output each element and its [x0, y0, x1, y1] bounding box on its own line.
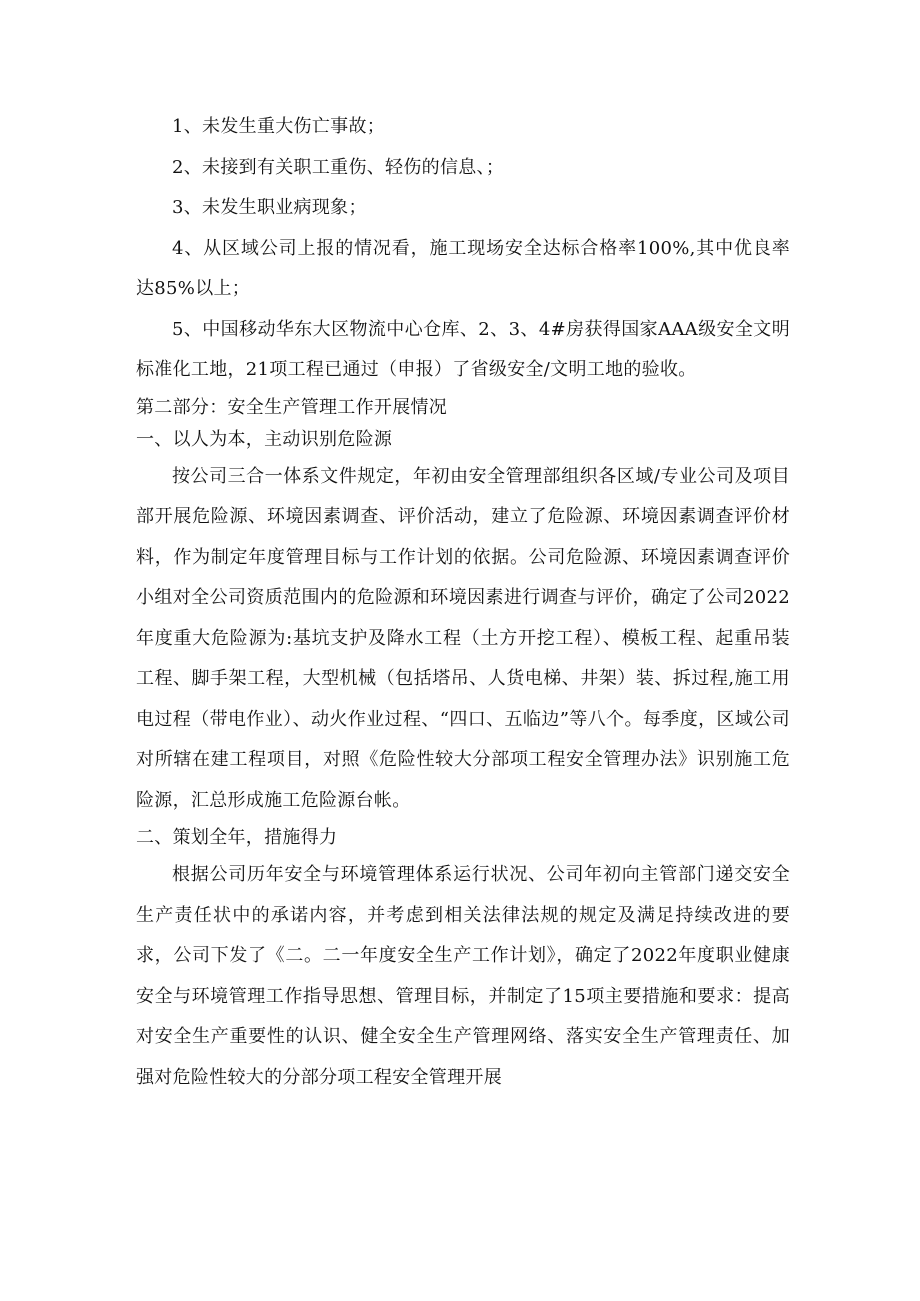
section-two-heading: 二、策划全年，措施得力: [136, 827, 338, 848]
section-two-paragraph: 根据公司历年安全与环境管理体系运行状况、公司年初向主管部门递交安全生产责任状中的承诺内容，并考虑到相关法律法规的规定及满足持续改进的要求，公司下发了《二。二一年度安全生产工作计划》，确定了2022年度职业健康安全与环境管理工作指导思想、管理目标，并制定了15项主要措施和要求：提高对安全生产重要性的认识、健全安全生产管理网络、落实安全生产管理责任、加强对危险性较大的分部分项工程安全管理开展: [136, 864, 790, 1088]
result-item-5: 5、中国移动华东大区物流中心仓库、2、3、4#房获得国家AAA级安全文明标准化工地，21项工程已通过（申报）了省级安全/文明工地的验收。: [136, 318, 790, 380]
result-item-2: 2、未接到有关职工重伤、轻伤的信息、；: [172, 156, 505, 178]
section-one-paragraph: 按公司三合一体系文件规定，年初由安全管理部组织各区域/专业公司及项目部开展危险源、环境因素调查、评价活动，建立了危险源、环境因素调查评价材料，作为制定年度管理目标与工作计划的依据。公司危险源、环境因素调查评价小组对全公司资质范围内的危险源和环境因素进行调查与评价，确定了公司2022年度重大危险源为:基坑支护及降水工程（土方开挖工程）、模板工程、起重吊装工程、脚手架工程，大型机械（包括塔吊、人货电梯、井架）装、拆过程,施工用电过程（带电作业）、动火作业过程、“四口、五临边”等八个。每季度，区域公司对所辖在建工程项目，对照《危险性较大分部项工程安全管理办法》识别施工危险源，汇总形成施工危险源台帐。: [136, 465, 790, 811]
section-one-heading: 一、以人为本，主动识别危险源: [136, 428, 393, 450]
result-item-4: 4、从区域公司上报的情况看，施工现场安全达标合格率100%,其中优良率达85%以上；: [136, 237, 790, 299]
part-two-title: 第二部分：安全生产管理工作开展情况: [136, 396, 448, 418]
result-item-3: 3、未发生职业病现象；: [172, 197, 367, 218]
result-item-1: 1、未发生重大伤亡事故；: [172, 116, 386, 137]
document-body: [136, 107, 790, 1098]
